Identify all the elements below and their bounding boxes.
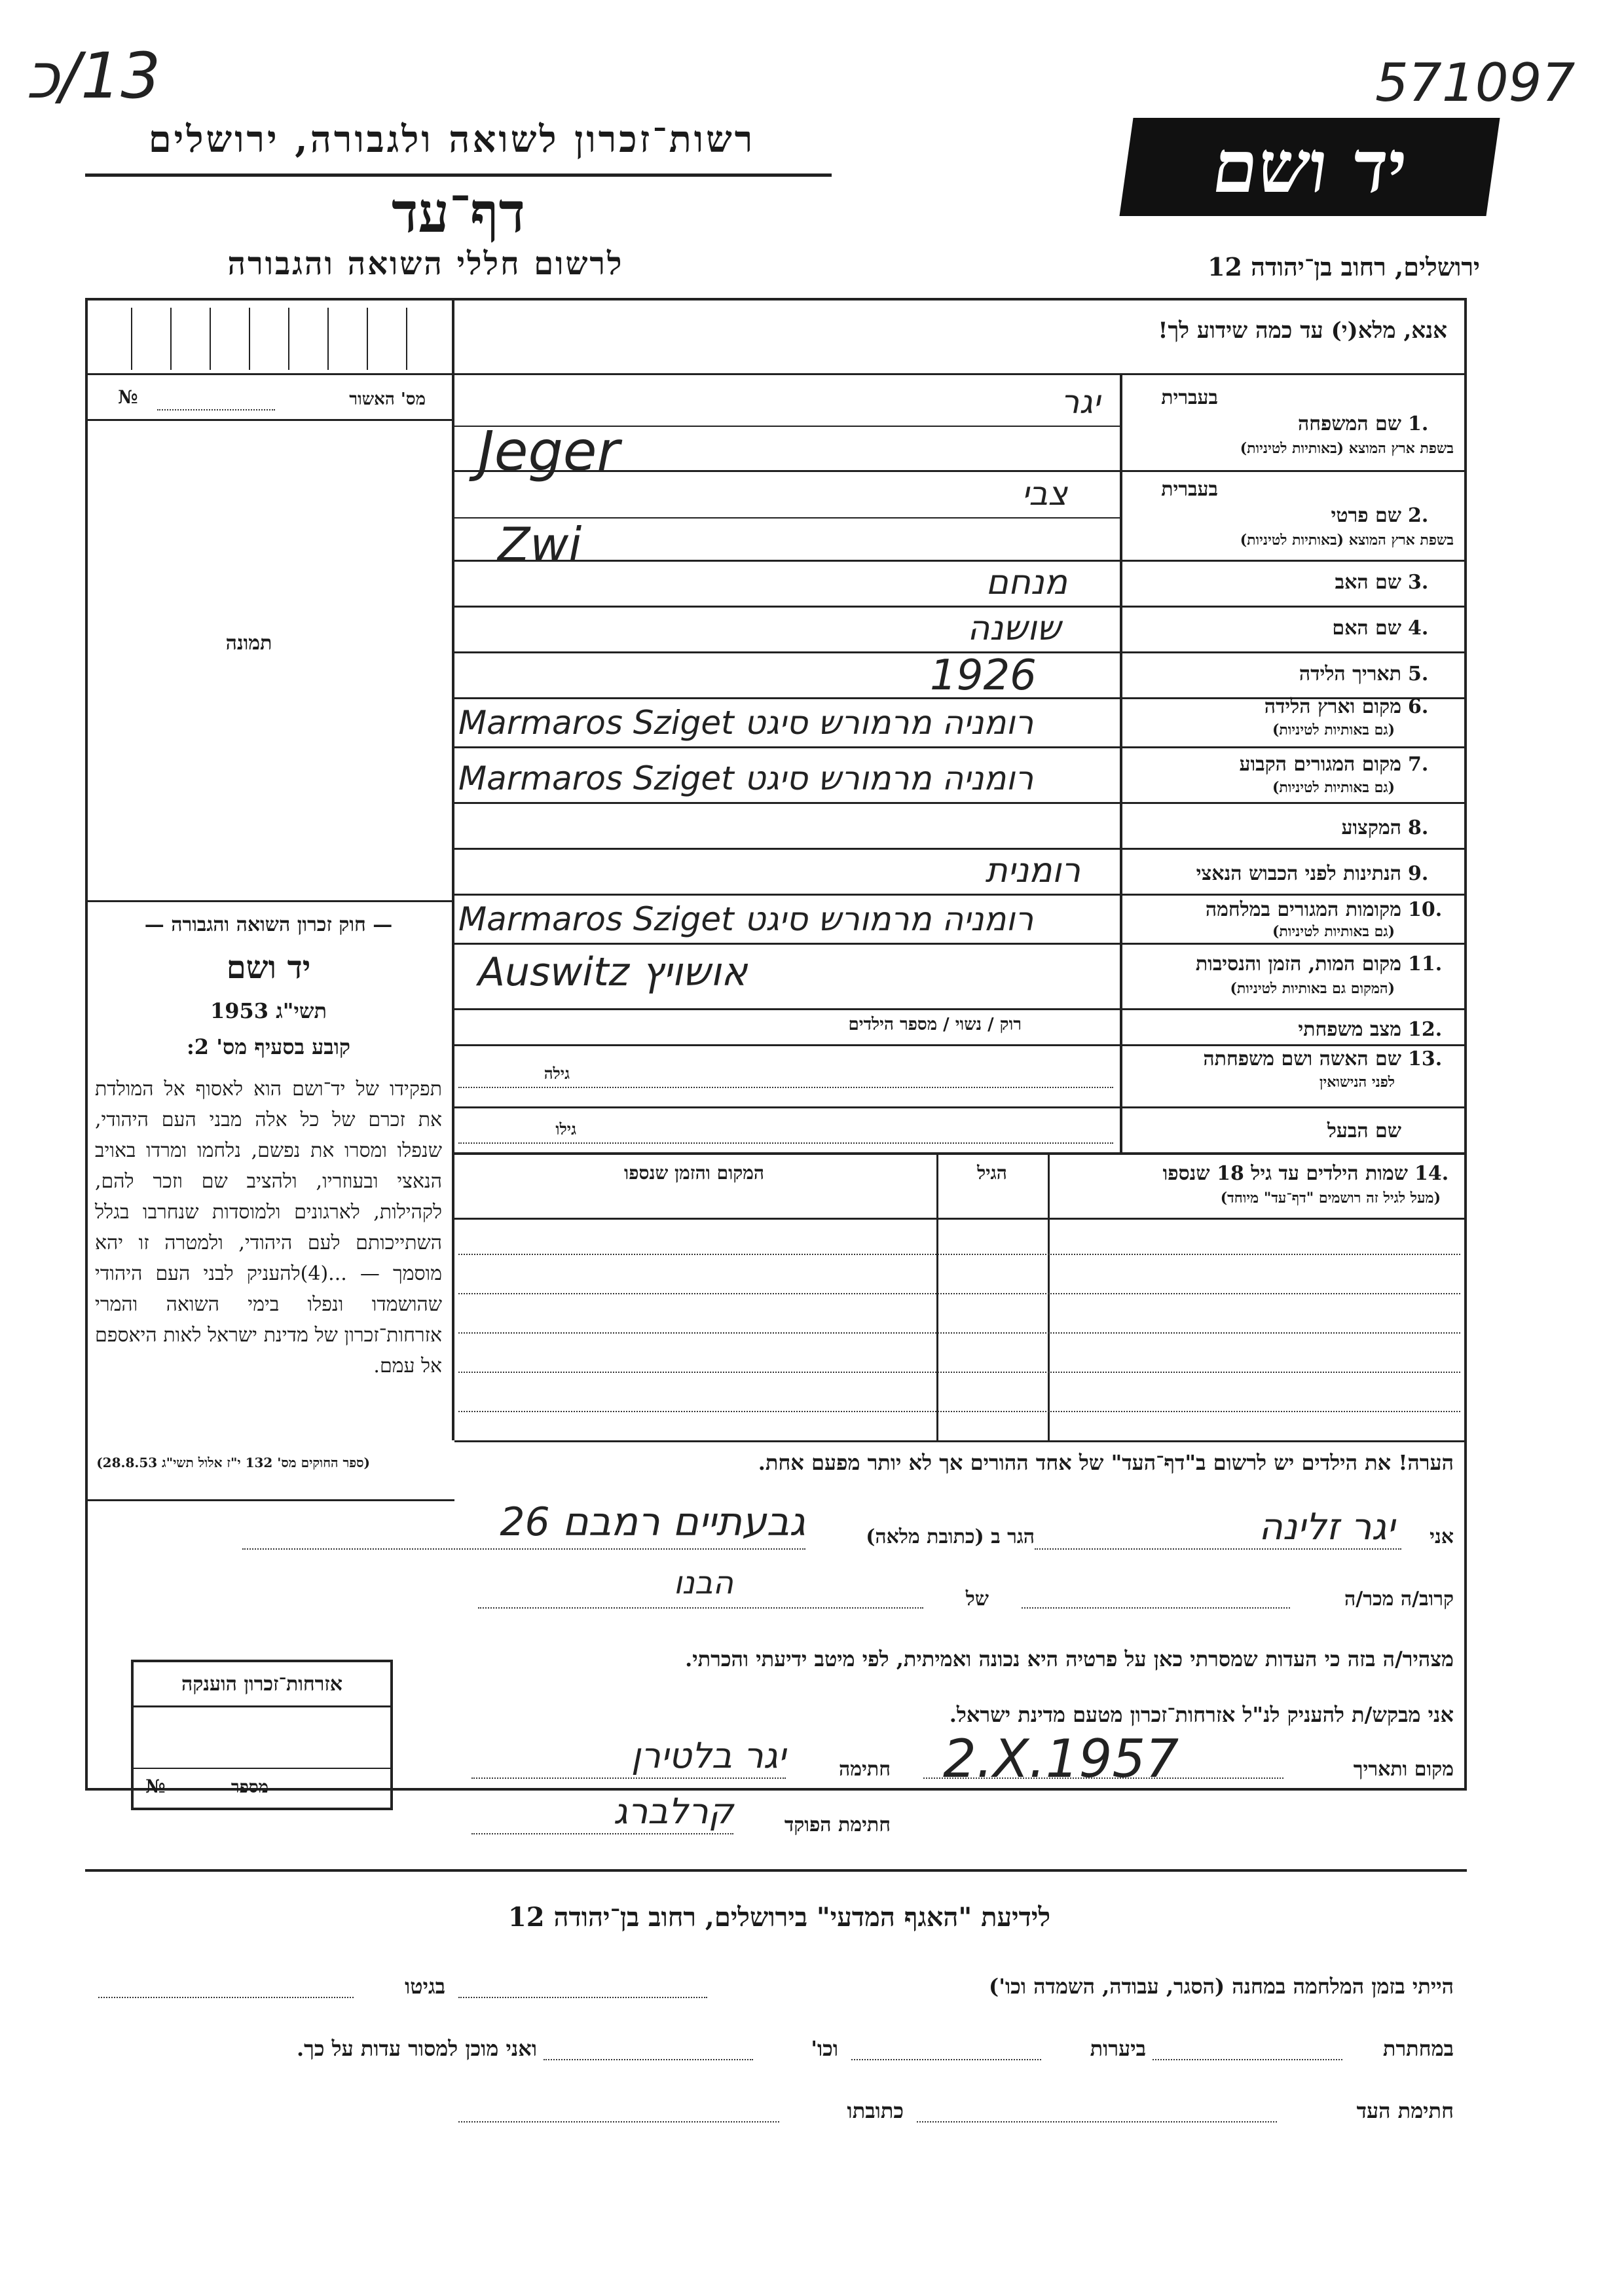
instructions-text: אנא, מלא(י) עד כמה שידוע לך! (1158, 318, 1447, 344)
field-4-number: 4. (1408, 617, 1429, 640)
signature-value: יגר בלטירן (631, 1735, 786, 1776)
field-2-number: 2. (1408, 504, 1429, 527)
note-text: הערה! את הילדים יש לרשום ב"דף־העד" של אחד ההורים אך לא יותר מפעם אחת. (758, 1450, 1454, 1475)
footer-forests-label: ביערות (1090, 2036, 1146, 2061)
footer-testimony-text: ואני מוכן למסור עדות על כך. (296, 2036, 537, 2061)
husband-name-label: שם הבעל (1327, 1120, 1401, 1142)
residing-label: הגר ב (כתובת מלאה) (866, 1525, 1035, 1548)
record-number: 571097 (1375, 52, 1576, 113)
law-source: (ספר החוקים מס' 132 י"ז אלול תשי"ג 28.8.53) (96, 1455, 370, 1470)
field-2-sublabel: בשפת ארץ המוצא (באותיות לטיניות) (1240, 532, 1454, 549)
field-1-latin-value: Jeger (478, 419, 619, 483)
field-9-label: הנתינות לפני הכבוש הנאצי (1196, 862, 1401, 885)
field-13-sublabel: לפני הנישואין (1319, 1074, 1395, 1091)
memorial-number-label: מספר (231, 1777, 268, 1797)
field-7-label: מקום המגורים הקבוע (1239, 753, 1401, 776)
field-1-number: 1. (1408, 412, 1429, 435)
field-7-number: 7. (1408, 753, 1429, 776)
field-5-number: 5. (1408, 663, 1429, 685)
field-14-number: 14. (1414, 1162, 1449, 1185)
field-11-value: Auswitz אושויץ (478, 949, 748, 995)
field-2-latin-value: Zwi (498, 517, 582, 572)
footer-title: לידיעת "האגף המדעי" בירושלים, רחוב בן־יהודה 12 (507, 1902, 1051, 1933)
field-6-label: מקום וארץ הלידה (1264, 695, 1401, 718)
field-5-label: תאריך הלידה (1299, 663, 1401, 685)
field-4-value: שושנה (967, 609, 1061, 648)
field-3-label: שם האב (1335, 571, 1401, 594)
field-5-value: 1926 (930, 651, 1037, 700)
children-sublabel: (מעל לגיל זה רושמים "דף־עד" מיוחד) (1220, 1190, 1441, 1207)
field-11-number: 11. (1408, 953, 1443, 975)
field-7-value: Marmaros Sziget רומניה מרמורש סיגט (458, 759, 1034, 797)
field-9-number: 9. (1408, 862, 1429, 885)
of-label: של (965, 1588, 989, 1611)
declarant-i-label: אני (1430, 1525, 1454, 1548)
field-13-number: 13. (1408, 1048, 1443, 1070)
field-10-sublabel: (גם באותיות לטיניות) (1272, 923, 1395, 940)
field-8-number: 8. (1408, 816, 1429, 839)
field-1-hebrew-label: בעברית (1161, 386, 1218, 409)
field-7-sublabel: (גם באותיות לטיניות) (1272, 779, 1395, 796)
children-label: שמות הילדים עד גיל 18 שנספו (1162, 1162, 1408, 1185)
field-1-hebrew-value: יגר (1060, 383, 1100, 421)
yad-vashem-logo: יד ושם (1119, 118, 1500, 216)
field-3-number: 3. (1408, 571, 1429, 594)
field-10-number: 10. (1408, 898, 1443, 921)
footer-ghetto-label: בגיטו (405, 1974, 445, 1999)
field-1-label: שם המשפחה (1297, 412, 1401, 435)
footer-rule (85, 1869, 1467, 1872)
header-rule (85, 173, 832, 177)
law-name: יד ושם (226, 949, 311, 986)
footer-line1: הייתי בזמן המלחמה במחנה (הסגר, עבודה, השמדה וכו') (989, 1974, 1454, 1999)
field-8-label: המקצוע (1341, 816, 1401, 839)
officer-signature-label: חתימת הפוקד (784, 1813, 891, 1836)
declarant-address: גבעתיים רמבם 26 (500, 1499, 805, 1545)
form-subtitle: לרשום חללי השואה והגבורה (227, 246, 624, 282)
field-11-sublabel: (המקום גם באותיות לטיניות) (1230, 980, 1395, 997)
request-text: אני מבקש/ת להעניק לנ"ל אזרחות־זכרון מטעם מדינת ישראל. (949, 1702, 1454, 1727)
approval-number-label: מס' האשור (349, 390, 426, 409)
husband-age-label: גילו (555, 1120, 576, 1139)
file-reference: 13/כ (26, 39, 161, 113)
relation-value: הבנו (673, 1565, 733, 1601)
field-12-label: מצב משפחתי (1298, 1018, 1401, 1041)
field-9-value: רומנית (985, 851, 1080, 890)
memorial-box-title: אזרחות־זכרון הוענקה (181, 1673, 343, 1696)
footer-etc-label: וכו' (811, 2036, 838, 2061)
signature-label: חתימה (839, 1758, 891, 1781)
law-heading: — חוק זכרון השואה והגבורה — (144, 913, 393, 936)
field-3-value: מנחם (986, 563, 1067, 602)
law-year: תשי"ג 1953 (210, 998, 327, 1023)
photo-label: תמונה (225, 632, 272, 655)
field-1-sublabel: בשפת ארץ המוצא (באותיות לטיניות) (1240, 440, 1454, 457)
place-date-label: מקום ותאריך (1353, 1758, 1454, 1781)
declarant-name: יגר זלינה (1259, 1506, 1395, 1548)
relative-label: קרוב/ה מכר/ה (1344, 1588, 1454, 1611)
field-11-label: מקום המות, הזמן והנסיבות (1195, 953, 1401, 975)
field-10-label: מקומות המגורים במלחמה (1205, 898, 1401, 921)
authority-name: רשות־זכרון לשואה ולגבורה, ירושלים (148, 118, 756, 161)
field-4-label: שם האם (1332, 617, 1401, 640)
place-date-value: 2.X.1957 (943, 1728, 1179, 1789)
header-address: ירושלים, רחוב בן־יהודה 12 (1208, 252, 1480, 282)
declaration-text: מצהיר/ה בזה כי העדות שמסרתי כאן על פרטיה היא נכונה ואמיתית, לפי מיטב ידיעתי והכרתי. (685, 1647, 1454, 1671)
law-clause: קובע בסעיף מס' 2: (186, 1034, 350, 1059)
form-title: דף־עד (391, 180, 525, 245)
children-age-header: הגיל (977, 1162, 1007, 1184)
law-body: תפקידו של יד־ושם הוא לאסוף אל המולדת את זכרם של כל אלה מבני העם היהודי, שנפלו ומסרו את נפשם, נלחמו ומרדו באויב הנאצי ובעוזריו, ולהציב שם וזכר להם, לקהילות, לארגונים ולמוסדות שנחרבו בגלל השתייכותם לעם היהודי, ולמטרה זו יהא מוסמך — ...(4)להעניק לבני העם היהודי שהושמדו ונפלו בימי השואה והמרי אזרחות־זכרון של מדינת ישראל לאות היאספם אל עמם. (95, 1078, 443, 1377)
field-12-options: רוק / נשוי / מספר הילדים (848, 1015, 1022, 1034)
memorial-number-symbol: № (145, 1776, 166, 1797)
children-place-header: המקום והזמן שנספו (624, 1162, 764, 1184)
footer-underground-label: במחתרת (1382, 2036, 1454, 2061)
field-2-label: שם פרטי (1331, 504, 1401, 527)
field-6-value: Marmaros Sziget רומניה מרמורש סיגט (458, 704, 1034, 742)
footer-witness-signature-label: חתימת העד (1356, 2098, 1454, 2123)
field-6-sublabel: (גם באותיות לטיניות) (1272, 721, 1395, 738)
field-10-value: Marmaros Sziget רומניה מרמורש סיגט (458, 900, 1034, 938)
wife-age-label: גילה (544, 1064, 570, 1083)
footer-address-label: כתובתו (847, 2098, 904, 2123)
approval-number-symbol: № (118, 386, 138, 408)
officer-signature-value: קרלברג (613, 1791, 733, 1832)
field-2-hebrew-label: בעברית (1161, 478, 1218, 501)
field-13-label: שם האשה ושם משפחתה (1203, 1048, 1401, 1070)
field-2-hebrew-value: צבי (1022, 475, 1067, 513)
field-12-number: 12. (1408, 1018, 1443, 1041)
field-6-number: 6. (1408, 695, 1429, 718)
